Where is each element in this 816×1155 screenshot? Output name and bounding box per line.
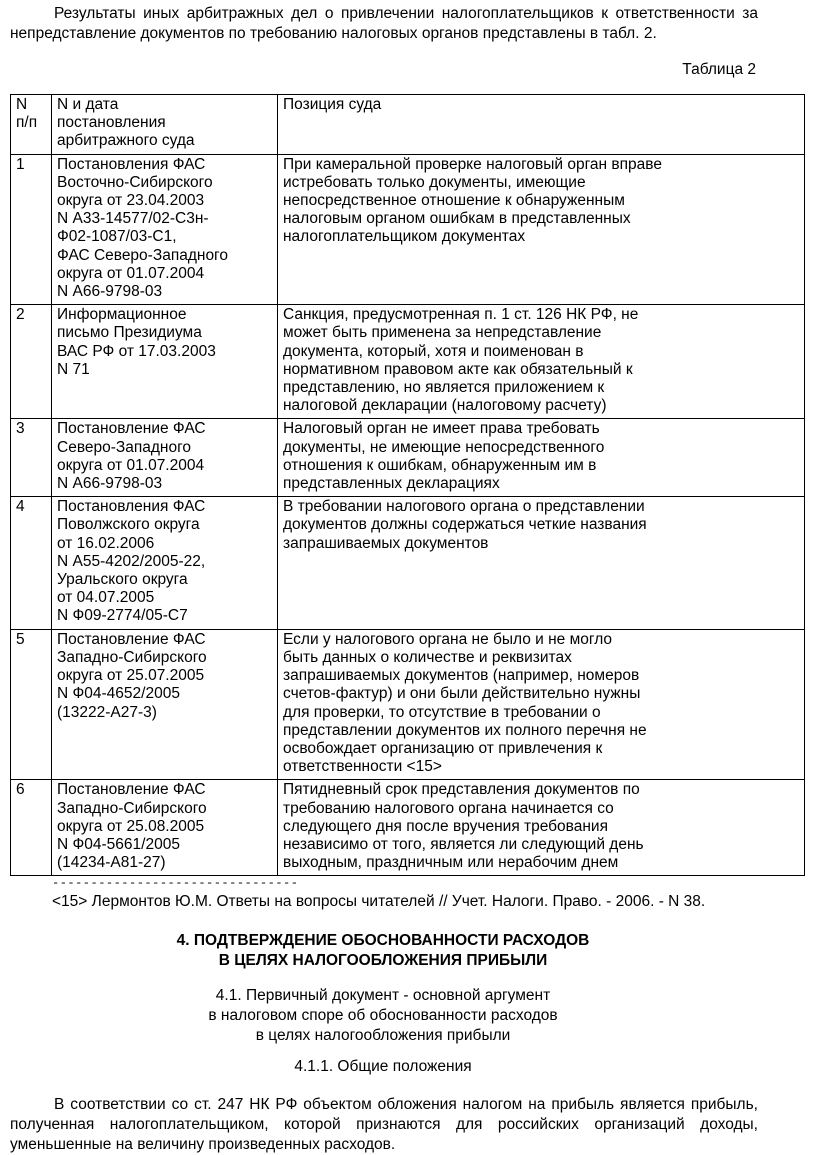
row-position: Пятидневный срок представления документов по требованию налогового органа начинается со следующего дня после вручения требования независимо от того, является ли следующий день выходным, праздничным или нерабочим днем — [278, 780, 805, 876]
table-row — [11, 780, 805, 876]
table-caption: Таблица 2 — [682, 61, 756, 78]
row-ruling: Информационное письмо Президиума ВАС РФ от 17.03.2003 N 71 — [52, 305, 278, 419]
row-number: 4 — [11, 497, 52, 629]
table-header-row — [11, 95, 805, 155]
table-row — [11, 154, 805, 305]
row-number: 3 — [11, 419, 52, 497]
row-position: Санкция, предусмотренная п. 1 ст. 126 НК РФ, не может быть применена за непредставление документа, который, хотя и поименован в нормативном правовом акте как обязательный к представлению, но является приложением к налоговой декларации (налоговому расчету) — [278, 305, 805, 419]
row-position: Налоговый орган не имеет права требовать документы, не имеющие непосредственного отношения к ошибкам, обнаруженным им в представленных декларациях — [278, 419, 805, 497]
row-position: При камеральной проверке налоговый орган вправе истребовать только документы, имеющие непосредственное отношение к обнаруженным налоговым органом ошибкам в представленных налогоплательщиком документах — [278, 154, 805, 305]
row-ruling: Постановление ФАС Западно-Сибирского округа от 25.08.2005 N Ф04-5661/2005 (14234-А81-27) — [52, 780, 278, 876]
table-row — [11, 305, 805, 419]
court-positions-table — [10, 94, 805, 876]
footnote-separator: -------------------------------- — [52, 876, 299, 890]
intro-paragraph: Результаты иных арбитражных дел о привлечении налогоплательщиков к ответственности за непредставление документов по требованию налоговых органов представлены в табл. 2. — [10, 5, 758, 42]
table-row — [11, 497, 805, 629]
table-row — [11, 629, 805, 780]
body-paragraph: В соответствии со ст. 247 НК РФ объектом обложения налогом на прибыль является прибыль, полученная налогоплательщиком, которой признаются для российских организаций доходы, уменьшенные на величину произведенных расходов. — [10, 1096, 758, 1153]
header-cell-ruling: N и дата постановления арбитражного суда — [52, 95, 278, 155]
row-number: 6 — [11, 780, 52, 876]
subsection-heading: 4.1. Первичный документ - основной аргумент в налоговом споре об обоснованности расходов в целях налогообложения прибыли — [208, 987, 558, 1044]
row-ruling: Постановления ФАС Поволжского округа от 16.02.2006 N А55-4202/2005-22, Уральского округа от 04.07.2005 N Ф09-2774/05-С7 — [52, 497, 278, 629]
footnote: <15> Лермонтов Ю.М. Ответы на вопросы читателей // Учет. Налоги. Право. - 2006. - N 38. — [52, 893, 706, 910]
row-position: В требовании налогового органа о представлении документов должны содержаться четкие названия запрашиваемых документов — [278, 497, 805, 629]
subsubsection-heading: 4.1.1. Общие положения — [294, 1058, 472, 1075]
header-cell-position: Позиция суда — [278, 95, 805, 155]
header-cell-number: N п/п — [11, 95, 52, 155]
row-ruling: Постановления ФАС Восточно-Сибирского округа от 23.04.2003 N А33-14577/02-С3н- Ф02-1087/03-С1, ФАС Северо-Западного округа от 01.07.2004 N А66-9798-03 — [52, 154, 278, 305]
row-ruling: Постановление ФАС Западно-Сибирского округа от 25.07.2005 N Ф04-4652/2005 (13222-А27-3) — [52, 629, 278, 780]
row-position: Если у налогового органа не было и не могло быть данных о количестве и реквизитах запрашиваемых документов (например, номеров счетов-фактур) и они были действительно нужны для проверки, то отсутствие в требовании о представлении документов их полного перечня не освобождает организацию от привлечения к ответственности <15> — [278, 629, 805, 780]
row-number: 2 — [11, 305, 52, 419]
section-heading: 4. ПОДТВЕРЖДЕНИЕ ОБОСНОВАННОСТИ РАСХОДОВ В ЦЕЛЯХ НАЛОГООБЛОЖЕНИЯ ПРИБЫЛИ — [176, 932, 590, 969]
table-row — [11, 419, 805, 497]
row-ruling: Постановление ФАС Северо-Западного округа от 01.07.2004 N А66-9798-03 — [52, 419, 278, 497]
row-number: 1 — [11, 154, 52, 305]
row-number: 5 — [11, 629, 52, 780]
